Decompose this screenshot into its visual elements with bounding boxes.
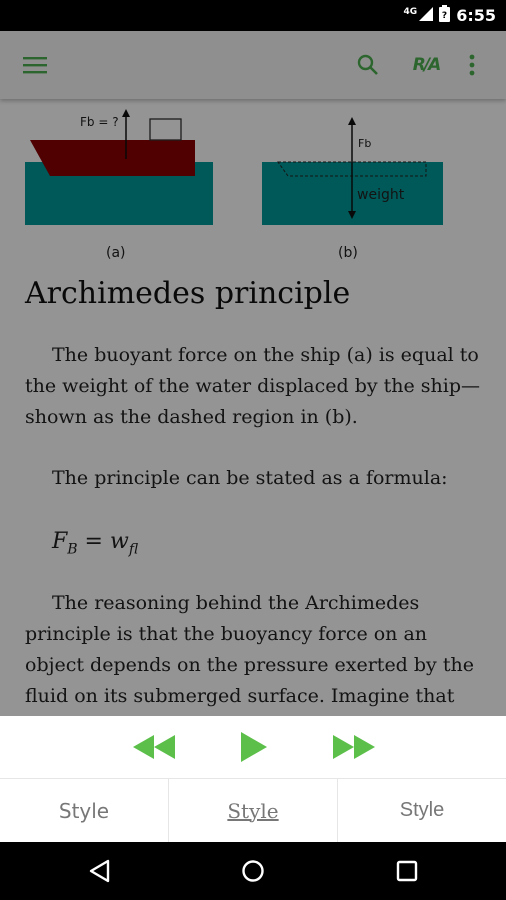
formula: $F_B = w_{fl}$ bbox=[52, 529, 139, 558]
svg-text:?: ? bbox=[442, 11, 448, 21]
rewind-icon[interactable] bbox=[128, 726, 180, 768]
style-option-sans[interactable]: Style bbox=[0, 779, 169, 842]
style-option-serif[interactable]: Style bbox=[169, 779, 338, 842]
battery-icon bbox=[439, 5, 450, 26]
dim-overlay[interactable] bbox=[0, 31, 506, 716]
reader-view bbox=[0, 31, 506, 716]
status-bar bbox=[0, 0, 506, 31]
svg-text:Fb: Fb bbox=[358, 137, 372, 150]
svg-text:weight: weight bbox=[357, 187, 405, 203]
back-icon[interactable] bbox=[84, 856, 114, 886]
paragraph: The reasoning behind the Archimedes principle is that the buoyancy force on an object depends on the pressure exerted by the fluid on its submerged surface. Imagine that bbox=[25, 592, 474, 707]
home-icon[interactable] bbox=[238, 856, 268, 886]
style-option-alt[interactable]: Style bbox=[399, 799, 445, 821]
caption-a: (a) bbox=[106, 245, 126, 261]
caption-b: (b) bbox=[338, 245, 358, 261]
playback-controls bbox=[0, 716, 506, 778]
style-selector bbox=[0, 778, 506, 842]
paragraph: The buoyant force on the ship (a) is equal to the weight of the water displaced by the ship—shown as the dashed region in (b). bbox=[25, 344, 481, 428]
svg-text:Fb = ?: Fb = ? bbox=[80, 115, 119, 129]
article-title: Archimedes principle bbox=[25, 276, 351, 311]
clock: 6:55 bbox=[456, 6, 496, 25]
recents-icon[interactable] bbox=[392, 856, 422, 886]
fast-forward-icon[interactable] bbox=[328, 726, 380, 768]
signal-icon bbox=[419, 6, 433, 25]
play-icon[interactable] bbox=[227, 726, 279, 768]
paragraph: The principle can be stated as a formula: bbox=[52, 467, 448, 489]
navigation-bar bbox=[0, 842, 506, 900]
network-type: 4G bbox=[403, 6, 418, 17]
font-size-label: R/A bbox=[412, 55, 440, 75]
